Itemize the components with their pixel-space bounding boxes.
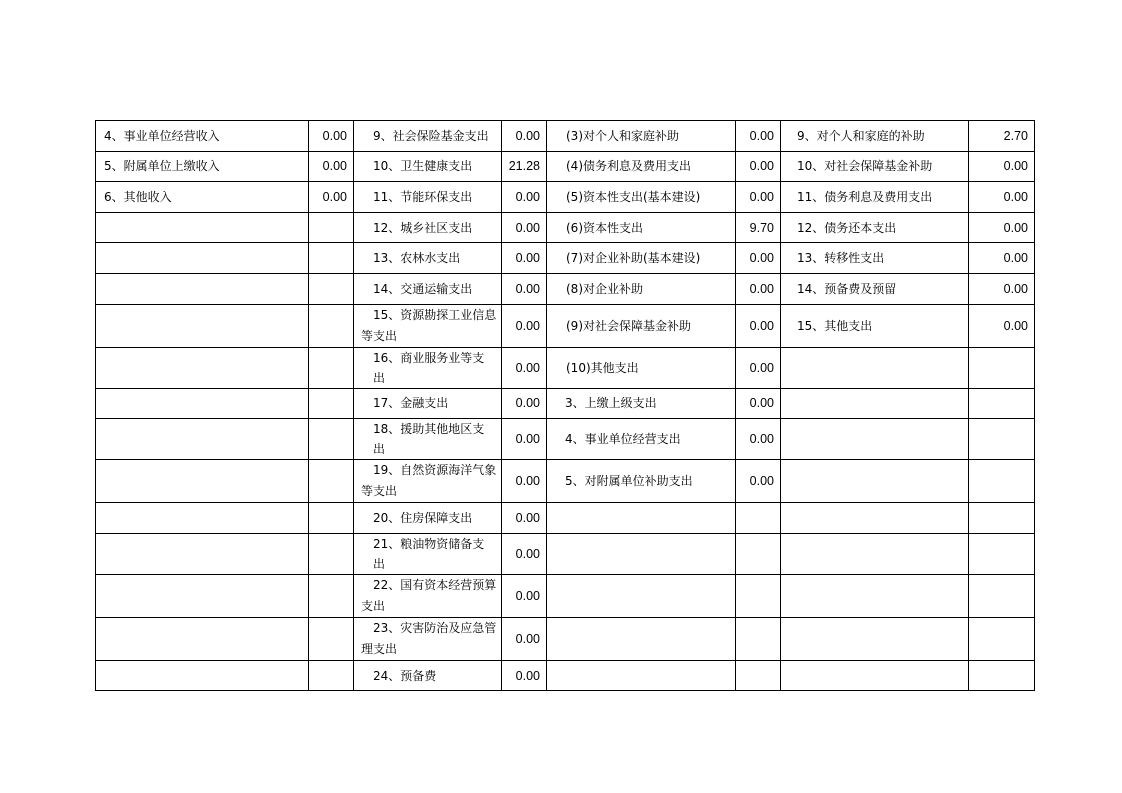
table-row xyxy=(96,660,1035,691)
expense-economic-item: (10)其他支出 xyxy=(547,347,736,388)
expense-economic-item: (9)对社会保障基金补助 xyxy=(547,304,736,347)
income-item xyxy=(96,212,309,243)
income-item xyxy=(96,460,309,503)
expense-function-item: 18、援助其他地区支出 xyxy=(354,419,502,460)
expense-government-amount: 0.00 xyxy=(969,304,1035,347)
expense-economic-item: 3、上缴上级支出 xyxy=(547,388,736,419)
expense-function-amount: 21.28 xyxy=(502,151,547,182)
expense-economic-amount xyxy=(736,574,781,617)
table-row xyxy=(96,243,1035,274)
table-row xyxy=(96,574,1035,617)
income-amount: 0.00 xyxy=(309,121,354,152)
table-row xyxy=(96,273,1035,304)
table-row xyxy=(96,347,1035,388)
expense-economic-item: (4)债务利息及费用支出 xyxy=(547,151,736,182)
table-row xyxy=(96,121,1035,152)
expense-function-item: 20、住房保障支出 xyxy=(354,503,502,534)
expense-function-amount: 0.00 xyxy=(502,574,547,617)
expense-government-item xyxy=(781,660,969,691)
expense-government-amount xyxy=(969,533,1035,574)
income-amount xyxy=(309,503,354,534)
income-item xyxy=(96,304,309,347)
expense-economic-item: (7)对企业补助(基本建设) xyxy=(547,243,736,274)
table-row xyxy=(96,388,1035,419)
expense-economic-amount xyxy=(736,533,781,574)
expense-economic-item: (8)对企业补助 xyxy=(547,273,736,304)
expense-economic-amount: 0.00 xyxy=(736,243,781,274)
expense-government-amount xyxy=(969,617,1035,660)
income-amount xyxy=(309,419,354,460)
income-amount xyxy=(309,388,354,419)
income-item xyxy=(96,419,309,460)
expense-economic-item: (3)对个人和家庭补助 xyxy=(547,121,736,152)
expense-function-item-line2: 理支出 xyxy=(361,641,398,656)
income-amount xyxy=(309,273,354,304)
expense-government-amount xyxy=(969,388,1035,419)
expense-function-item-line1: 22、国有资本经营预算 xyxy=(373,577,497,592)
table-row xyxy=(96,617,1035,660)
table-row xyxy=(96,533,1035,574)
expense-economic-item: (5)资本性支出(基本建设) xyxy=(547,182,736,213)
income-amount xyxy=(309,460,354,503)
expense-function-amount: 0.00 xyxy=(502,182,547,213)
expense-economic-amount: 0.00 xyxy=(736,419,781,460)
expense-government-item: 11、债务利息及费用支出 xyxy=(781,182,969,213)
expense-economic-amount: 0.00 xyxy=(736,347,781,388)
income-amount xyxy=(309,617,354,660)
income-amount: 0.00 xyxy=(309,182,354,213)
expense-government-amount xyxy=(969,347,1035,388)
income-item: 5、附属单位上缴收入 xyxy=(96,151,309,182)
expense-government-item xyxy=(781,617,969,660)
expense-government-item xyxy=(781,388,969,419)
expense-function-item xyxy=(354,574,502,617)
table-row xyxy=(96,304,1035,347)
income-amount xyxy=(309,533,354,574)
expense-economic-amount xyxy=(736,660,781,691)
expense-economic-amount: 0.00 xyxy=(736,121,781,152)
expense-economic-item xyxy=(547,617,736,660)
income-amount xyxy=(309,347,354,388)
income-amount: 0.00 xyxy=(309,151,354,182)
expense-function-item xyxy=(354,304,502,347)
income-item xyxy=(96,617,309,660)
expense-function-amount: 0.00 xyxy=(502,419,547,460)
expense-economic-item xyxy=(547,503,736,534)
income-amount xyxy=(309,660,354,691)
expense-government-amount: 0.00 xyxy=(969,151,1035,182)
expense-economic-item xyxy=(547,660,736,691)
expense-function-amount: 0.00 xyxy=(502,388,547,419)
expense-government-item: 12、债务还本支出 xyxy=(781,212,969,243)
expense-function-item: 16、商业服务业等支出 xyxy=(354,347,502,388)
expense-function-item-line1: 15、资源勘探工业信息 xyxy=(373,307,497,322)
expense-economic-item: 4、事业单位经营支出 xyxy=(547,419,736,460)
table-row xyxy=(96,460,1035,503)
table-row xyxy=(96,212,1035,243)
income-item xyxy=(96,660,309,691)
income-amount xyxy=(309,212,354,243)
income-item xyxy=(96,243,309,274)
expense-government-amount: 0.00 xyxy=(969,243,1035,274)
expense-function-item-line1: 19、自然资源海洋气象 xyxy=(373,463,497,478)
expense-function-amount: 0.00 xyxy=(502,347,547,388)
expense-government-item xyxy=(781,503,969,534)
expense-government-item xyxy=(781,533,969,574)
table-row xyxy=(96,419,1035,460)
expense-function-item: 14、交通运输支出 xyxy=(354,273,502,304)
expense-government-item: 14、预备费及预留 xyxy=(781,273,969,304)
expense-function-amount: 0.00 xyxy=(502,503,547,534)
expense-economic-amount: 0.00 xyxy=(736,388,781,419)
expense-economic-item xyxy=(547,533,736,574)
income-amount xyxy=(309,574,354,617)
budget-table xyxy=(95,120,1035,691)
expense-function-item-line1: 23、灾害防治及应急管 xyxy=(373,620,497,635)
expense-economic-amount: 0.00 xyxy=(736,460,781,503)
table-row xyxy=(96,151,1035,182)
expense-function-item-line2: 等支出 xyxy=(361,484,398,499)
expense-function-amount: 0.00 xyxy=(502,304,547,347)
income-item: 6、其他收入 xyxy=(96,182,309,213)
expense-government-amount: 0.00 xyxy=(969,273,1035,304)
income-item xyxy=(96,503,309,534)
expense-function-item: 24、预备费 xyxy=(354,660,502,691)
expense-government-item: 13、转移性支出 xyxy=(781,243,969,274)
expense-economic-amount: 9.70 xyxy=(736,212,781,243)
expense-government-amount xyxy=(969,503,1035,534)
expense-economic-amount: 0.00 xyxy=(736,273,781,304)
expense-government-amount xyxy=(969,419,1035,460)
expense-economic-item xyxy=(547,574,736,617)
income-item xyxy=(96,533,309,574)
expense-government-item xyxy=(781,460,969,503)
expense-function-amount: 0.00 xyxy=(502,243,547,274)
expense-economic-item: (6)资本性支出 xyxy=(547,212,736,243)
expense-function-item-line2: 等支出 xyxy=(361,328,398,343)
expense-economic-amount xyxy=(736,617,781,660)
expense-government-amount xyxy=(969,660,1035,691)
expense-function-item-line2: 支出 xyxy=(361,598,386,613)
expense-function-amount: 0.00 xyxy=(502,617,547,660)
expense-government-item: 9、对个人和家庭的补助 xyxy=(781,121,969,152)
expense-government-amount: 2.70 xyxy=(969,121,1035,152)
income-item xyxy=(96,347,309,388)
expense-government-amount xyxy=(969,460,1035,503)
expense-function-item: 11、节能环保支出 xyxy=(354,182,502,213)
expense-function-item: 9、社会保险基金支出 xyxy=(354,121,502,152)
expense-function-item: 12、城乡社区支出 xyxy=(354,212,502,243)
expense-government-amount: 0.00 xyxy=(969,182,1035,213)
income-amount xyxy=(309,243,354,274)
income-amount xyxy=(309,304,354,347)
expense-government-item: 10、对社会保障基金补助 xyxy=(781,151,969,182)
income-item xyxy=(96,388,309,419)
expense-function-amount: 0.00 xyxy=(502,212,547,243)
income-item: 4、事业单位经营收入 xyxy=(96,121,309,152)
expense-government-item xyxy=(781,347,969,388)
expense-government-item xyxy=(781,419,969,460)
expense-economic-item: 5、对附属单位补助支出 xyxy=(547,460,736,503)
table-row xyxy=(96,182,1035,213)
expense-function-item: 21、粮油物资储备支出 xyxy=(354,533,502,574)
expense-government-amount: 0.00 xyxy=(969,212,1035,243)
income-item xyxy=(96,574,309,617)
expense-function-item: 10、卫生健康支出 xyxy=(354,151,502,182)
expense-function-item xyxy=(354,460,502,503)
expense-function-amount: 0.00 xyxy=(502,533,547,574)
expense-function-item: 17、金融支出 xyxy=(354,388,502,419)
table-row xyxy=(96,503,1035,534)
expense-economic-amount xyxy=(736,503,781,534)
expense-function-amount: 0.00 xyxy=(502,121,547,152)
expense-government-amount xyxy=(969,574,1035,617)
expense-economic-amount: 0.00 xyxy=(736,182,781,213)
expense-economic-amount: 0.00 xyxy=(736,151,781,182)
income-item xyxy=(96,273,309,304)
expense-function-amount: 0.00 xyxy=(502,660,547,691)
expense-function-amount: 0.00 xyxy=(502,273,547,304)
expense-economic-amount: 0.00 xyxy=(736,304,781,347)
expense-government-item: 15、其他支出 xyxy=(781,304,969,347)
expense-function-item xyxy=(354,617,502,660)
expense-government-item xyxy=(781,574,969,617)
expense-function-item: 13、农林水支出 xyxy=(354,243,502,274)
expense-function-amount: 0.00 xyxy=(502,460,547,503)
